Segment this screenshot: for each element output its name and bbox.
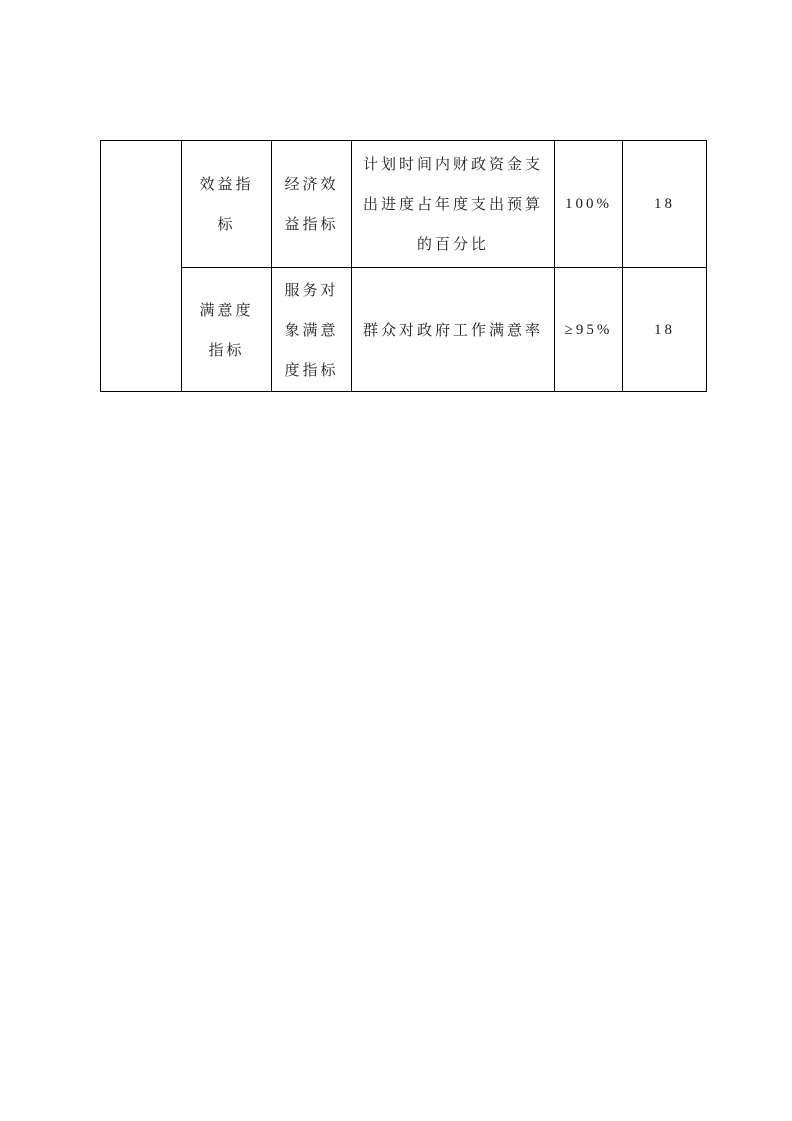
- level3-indicator-cell: 群众对政府工作满意率: [352, 268, 555, 392]
- merged-category-cell: [101, 141, 182, 392]
- level3-indicator-cell: 计划时间内财政资金支出进度占年度支出预算的百分比: [352, 141, 555, 268]
- table-row: [101, 141, 707, 268]
- level1-indicator-cell: 满意度指标: [182, 268, 272, 392]
- target-value-cell: 100%: [555, 141, 623, 268]
- performance-indicator-table: [100, 140, 707, 392]
- level2-indicator-cell: 服务对象满意度指标: [272, 268, 352, 392]
- score-cell: 18: [623, 268, 707, 392]
- level2-indicator-cell: 经济效益指标: [272, 141, 352, 268]
- score-cell: 18: [623, 141, 707, 268]
- table-row: [101, 268, 707, 392]
- target-value-cell: ≥95%: [555, 268, 623, 392]
- level1-indicator-cell: 效益指标: [182, 141, 272, 268]
